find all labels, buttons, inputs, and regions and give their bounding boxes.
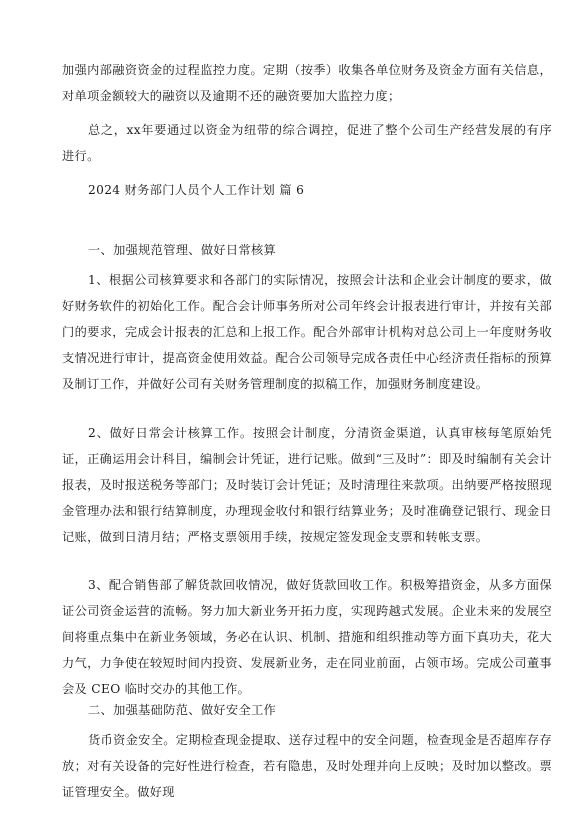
paragraph-item-1: 1、根据公司核算要求和各部门的实际情况，按照会计法和企业会计制度的要求，做好财务软件的初始化工作。配合会计师事务所对公司年终会计报表进行审计，并按有关部门的要求，完成会计报表的汇总和上报工作。配合外部审计机构对总公司上一年度财务收支情况进行审计，提高资金使用效益。配合公司领导完成各责任中心经济责任指标的预算及制订工作，并做好公司有关财务管理制度的拟稿工作，加强财务制度建设。: [62, 273, 552, 391]
paragraph-continuation: 加强内部融资资金的过程监控力度。定期（按季）收集各单位财务及资金方面有关信息，对单项金额较大的融资以及逾期不还的融资要加大监控力度；: [62, 63, 552, 103]
paragraph-cash-security: 货币资金安全。定期检查现金提取、送存过程中的安全问题，检查现金是否超库存存放；对有关设备的完好性进行检查，若有隐患，及时处理并向上反映；及时加以整改。票证管理安全。做好现: [62, 733, 552, 799]
paragraph-item-3: 3、配合销售部了解货款回收情况，做好货款回收工作。积极筹措资金，从多方面保证公司资金运营的流畅。努力加大新业务开拓力度，实现跨越式发展。企业未来的发展空间将重点集中在新业务领域，务必在认识、机制、措施和组织推动等方面下真功夫，花大力气，力争使在较短时间内投资、发展新业务，走在同业前面，占领市场。完成公司董事会及 CEO 临时交办的其他工作。: [62, 578, 552, 696]
section-title: 2024 财务部门人员个人工作计划 篇 6: [88, 183, 305, 197]
heading-two: 二、加强基础防范、做好安全工作: [88, 703, 277, 717]
paragraph-item-2: 2、做好日常会计核算工作。按照会计制度，分清资金渠道，认真审核每笔原始凭证，正确运用会计科目，编制会计凭证，进行记账。做到“三及时”：即及时编制有关会计报表，及时报送税务等部门；及时装订会计凭证；及时清理往来款项。出纳要严格按照现金管理办法和银行结算制度，办理现金收付和银行结算业务；及时准确登记银行、现金日记账，做到日清月结；严格支票领用手续，按规定签发现金支票和转帐支票。: [62, 426, 552, 544]
heading-one: 一、加强规范管理、做好日常核算: [88, 243, 277, 257]
paragraph-summary: 总之，xx年要通过以资金为纽带的综合调控，促进了整个公司生产经营发展的有序进行。: [62, 123, 552, 163]
